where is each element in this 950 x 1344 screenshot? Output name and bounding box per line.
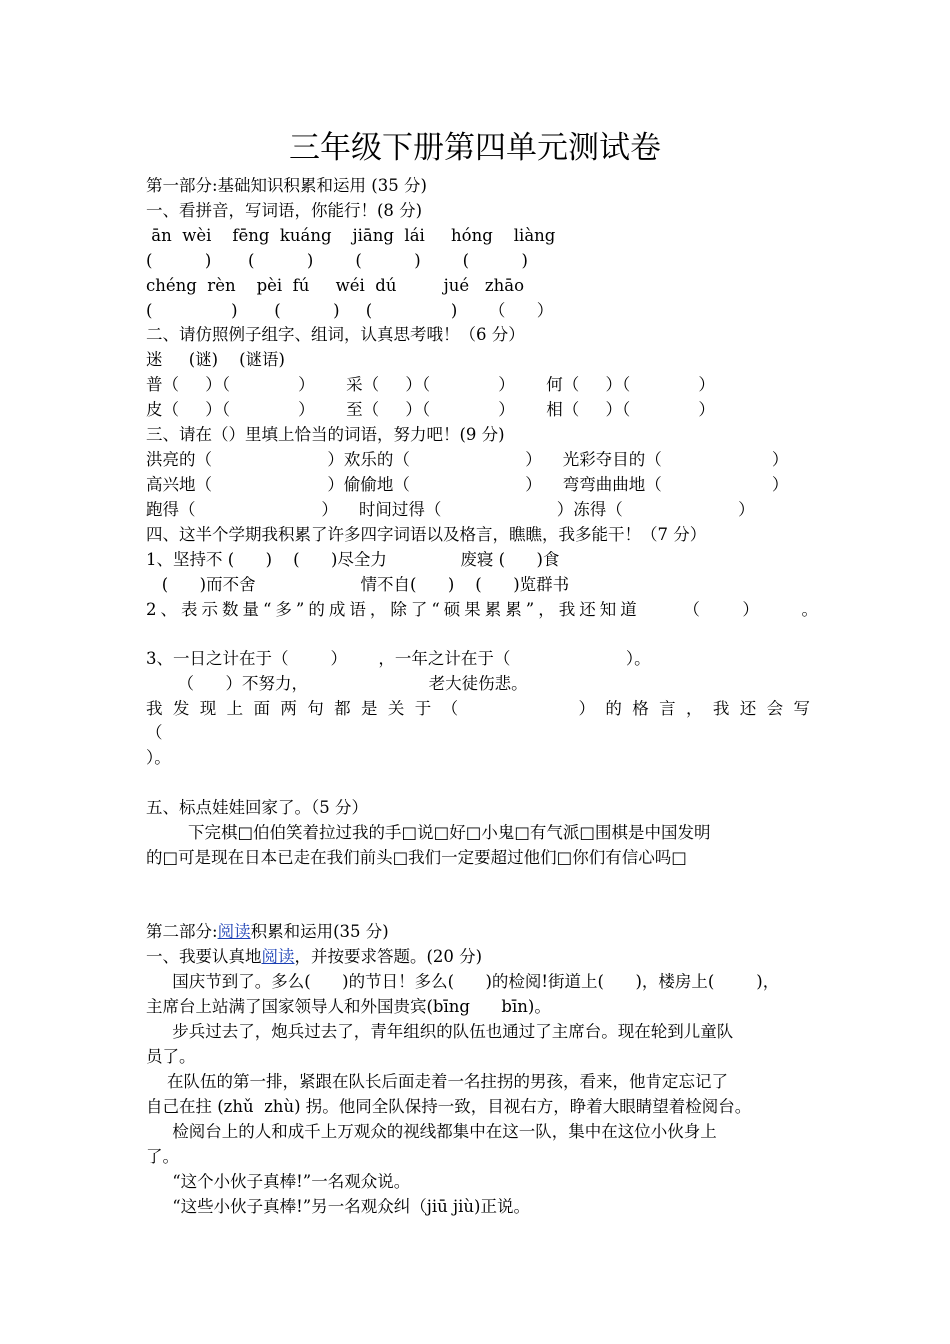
q4-item3c-char: 两 bbox=[280, 699, 297, 718]
reading-heading-pre: 一、我要认真地 bbox=[146, 947, 262, 966]
q4-item3c-char: 我 bbox=[146, 699, 163, 718]
q4-item3c-char: 我 bbox=[712, 699, 730, 718]
q4-item1b: ( )而不舍 情不自( ) ( )览群书 bbox=[146, 575, 570, 594]
q4-item3b: （ ）不努力， 老大徒伤悲。 bbox=[146, 674, 528, 693]
reading-p5: “这个小伙子真棒!”一名观众说。 bbox=[146, 1172, 411, 1191]
reading-p3a: 在队伍的第一排，紧跟在队长后面走着一名拄拐的男孩，看来，他肯定忘记了 bbox=[146, 1072, 728, 1091]
q4-item3c-char: ， bbox=[686, 699, 703, 718]
q4-item3c-char: 关 bbox=[387, 699, 405, 718]
q3-row1: 洪亮的（ ）欢乐的（ ） 光彩夺目的（ ） bbox=[146, 450, 789, 469]
reading-heading-post: ，并按要求答题。(20 分) bbox=[294, 947, 483, 966]
q5-heading: 五、标点娃娃回家了。（5 分） bbox=[146, 798, 368, 817]
reading-link[interactable]: 阅读 bbox=[217, 922, 251, 941]
q1-pinyin-row1: ān wèi fēng kuáng jiāng lái hóng liàng bbox=[146, 226, 556, 245]
q5-line1: 下完棋□伯伯笑着拉过我的手□说□好□小鬼□有气派□围棋是中国发明 bbox=[146, 823, 711, 842]
q1-heading: 一、看拼音，写词语，你能行！(8 分) bbox=[146, 201, 423, 220]
q4-item2-text: 2、表示数量“多”的成语，除了“硕果累累”，我还知道 bbox=[146, 600, 641, 619]
q4-item3c-char: 现 bbox=[199, 699, 217, 718]
q4-item2-end: 。 bbox=[801, 600, 818, 619]
q4-item3a: 3、一日之计在于（ ） ，一年之计在于（ ）。 bbox=[146, 649, 651, 668]
q2-row2: 皮（ ）（ ） 至（ ）（ ） 相（ ）（ ） bbox=[146, 400, 715, 419]
q1-blanks-row2: ( ) ( ) ( ) （ ） bbox=[146, 301, 554, 320]
q1-blanks-row1: ( ) ( ) ( ) ( ) bbox=[146, 251, 528, 270]
q2-heading: 二、请仿照例子组字、组词，认真思考哦！（6 分） bbox=[146, 325, 525, 344]
q4-item2-close: ） bbox=[742, 600, 759, 619]
q4-item3c-char: 格 bbox=[632, 699, 649, 718]
q4-item3c-char: 写 bbox=[793, 699, 810, 718]
q4-item3c-char: 是 bbox=[361, 699, 378, 718]
q4-item2-open: （ bbox=[683, 600, 700, 619]
q4-item3c-char: 言 bbox=[659, 699, 676, 718]
q4-item3c bbox=[146, 698, 810, 720]
page-title: 三年级下册第四单元测试卷 bbox=[289, 130, 661, 166]
reading-p4b: 了。 bbox=[146, 1147, 179, 1166]
q4-heading: 四、这半个学期我积累了许多四字词语以及格言，瞧瞧，我多能干！（7 分） bbox=[146, 525, 707, 544]
reading-p3b: 自己在拄 (zhǔ zhù) 拐。他同全队保持一致，目视右方，睁着大眼睛望着检阅台。 bbox=[146, 1097, 752, 1116]
q4-item2 bbox=[146, 599, 818, 621]
reading-p1a: 国庆节到了。多么( )的节日！多么( )的检阅!街道上( )，楼房上( )， bbox=[146, 972, 780, 991]
reading-p4a: 检阅台上的人和成千上万观众的视线都集中在这一队，集中在这位小伙身上 bbox=[146, 1122, 717, 1141]
q1-pinyin-row2: chéng rèn pèi fú wéi dú jué zhāo bbox=[146, 276, 525, 295]
q4-item3c-char: 句 bbox=[307, 699, 324, 718]
q2-example: 迷 (谜) (谜语) bbox=[146, 350, 285, 369]
q4-item3c-char: 发 bbox=[172, 699, 190, 718]
q4-item3e: ）。 bbox=[146, 748, 171, 767]
q4-item3d: （ bbox=[146, 723, 163, 742]
reading-link-2[interactable]: 阅读 bbox=[261, 947, 295, 966]
q3-row2: 高兴地（ ）偷偷地（ ） 弯弯曲曲地（ ） bbox=[146, 475, 789, 494]
q4-item3c-char: 的 bbox=[605, 699, 622, 718]
reading-heading bbox=[146, 946, 482, 968]
q4-item3c-char: 上 bbox=[226, 699, 244, 718]
part2-heading bbox=[146, 921, 389, 943]
part1-heading: 第一部分:基础知识积累和运用 (35 分) bbox=[146, 176, 427, 195]
part2-heading-pre: 第二部分: bbox=[146, 922, 218, 941]
q4-item3c-char: ） bbox=[578, 699, 595, 718]
q4-item3c-char: 都 bbox=[334, 699, 351, 718]
q4-item3c-char: 面 bbox=[253, 699, 270, 718]
reading-p1b: 主席台上站满了国家领导人和外国贵宾(bīng bīn)。 bbox=[146, 997, 551, 1016]
q4-item3c-char: 还 bbox=[739, 699, 757, 718]
reading-p2b: 员了。 bbox=[146, 1047, 196, 1066]
q4-item1a: 1、坚持不 ( ) ( )尽全力 废寝 ( )食 bbox=[146, 550, 560, 569]
q2-row1: 普（ ）（ ） 采（ ）（ ） 何（ ）（ ） bbox=[146, 375, 715, 394]
q3-heading: 三、请在（）里填上恰当的词语，努力吧！(9 分) bbox=[146, 425, 505, 444]
reading-p2a: 步兵过去了，炮兵过去了，青年组织的队伍也通过了主席台。现在轮到儿童队 bbox=[146, 1022, 734, 1041]
reading-p6: “这些小伙子真棒!”另一名观众纠（jiū jiù)正说。 bbox=[146, 1197, 530, 1216]
q4-item3c-char: （ bbox=[441, 699, 459, 718]
q3-row3: 跑得（ ） 时间过得（ ）冻得（ ） bbox=[146, 500, 755, 519]
part2-heading-post: 积累和运用(35 分) bbox=[250, 922, 389, 941]
q5-line2: 的□可是现在日本已走在我们前头□我们一定要超过他们□你们有信心吗□ bbox=[146, 848, 687, 867]
q4-item3c-char: 会 bbox=[766, 699, 784, 718]
q4-item3c-char: 于 bbox=[414, 699, 432, 718]
